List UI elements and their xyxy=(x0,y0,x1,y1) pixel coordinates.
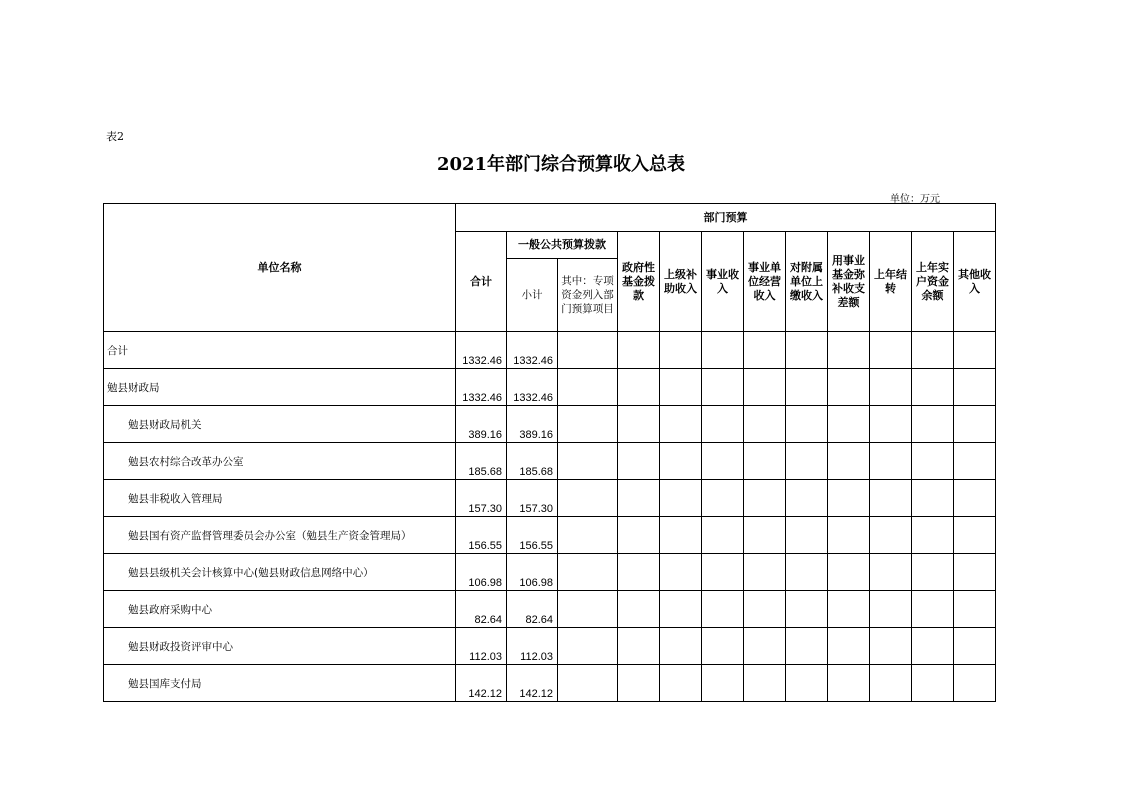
row-empty-cell xyxy=(660,332,702,369)
row-empty-cell xyxy=(618,628,660,665)
header-fund-compensation: 用事业基金弥补收支差额 xyxy=(828,232,870,332)
row-empty-cell xyxy=(660,665,702,702)
header-subtotal: 小计 xyxy=(507,259,558,332)
row-unit-name xyxy=(104,665,456,702)
row-empty-cell xyxy=(786,369,828,406)
row-total: 1332.46 xyxy=(456,332,507,369)
table-row xyxy=(104,628,996,665)
row-empty-cell xyxy=(618,554,660,591)
row-empty-cell xyxy=(954,332,996,369)
row-unit-name-text: 勉县非税收入管理局 xyxy=(128,493,223,505)
row-total: 1332.46 xyxy=(456,369,507,406)
row-empty-cell xyxy=(870,443,912,480)
row-empty-cell xyxy=(828,369,870,406)
row-empty-cell xyxy=(744,332,786,369)
row-unit-name-text: 合计 xyxy=(107,345,128,357)
row-unit-name-text: 勉县国有资产监督管理委员会办公室（勉县生产资金管理局） xyxy=(128,530,412,542)
row-unit-name xyxy=(104,517,456,554)
row-empty-cell xyxy=(702,369,744,406)
row-empty-cell xyxy=(558,480,618,517)
row-empty-cell xyxy=(660,517,702,554)
row-empty-cell xyxy=(660,554,702,591)
budget-income-table xyxy=(103,203,996,702)
header-total: 合计 xyxy=(456,232,507,332)
header-dept-budget: 部门预算 xyxy=(456,204,996,232)
row-empty-cell xyxy=(744,443,786,480)
row-empty-cell xyxy=(744,591,786,628)
table-row xyxy=(104,406,996,443)
row-empty-cell xyxy=(618,443,660,480)
row-empty-cell xyxy=(702,480,744,517)
row-empty-cell xyxy=(618,480,660,517)
row-empty-cell xyxy=(786,628,828,665)
row-subtotal: 157.30 xyxy=(507,480,558,517)
row-empty-cell xyxy=(828,443,870,480)
row-empty-cell xyxy=(786,332,828,369)
unit-label: 单位：万元 xyxy=(890,194,940,205)
header-special-project: 其中：专项资金列入部门预算项目 xyxy=(558,259,618,332)
table-row xyxy=(104,369,996,406)
row-empty-cell xyxy=(954,443,996,480)
row-unit-name xyxy=(104,628,456,665)
header-other-income: 其他收入 xyxy=(954,232,996,332)
row-empty-cell xyxy=(954,554,996,591)
row-empty-cell xyxy=(828,591,870,628)
row-empty-cell xyxy=(954,406,996,443)
row-empty-cell xyxy=(702,665,744,702)
row-subtotal: 1332.46 xyxy=(507,369,558,406)
row-unit-name xyxy=(104,332,456,369)
row-empty-cell xyxy=(912,443,954,480)
row-unit-name xyxy=(104,591,456,628)
row-empty-cell xyxy=(558,665,618,702)
row-empty-cell xyxy=(786,406,828,443)
row-empty-cell xyxy=(558,554,618,591)
row-empty-cell xyxy=(828,628,870,665)
table-number: 表2 xyxy=(106,130,124,143)
table-row xyxy=(104,665,996,702)
row-unit-name-text: 勉县财政局机关 xyxy=(128,419,202,431)
row-subtotal: 185.68 xyxy=(507,443,558,480)
row-empty-cell xyxy=(744,517,786,554)
row-unit-name xyxy=(104,443,456,480)
header-gov-fund: 政府性基金拨款 xyxy=(618,232,660,332)
row-unit-name-text: 勉县政府采购中心 xyxy=(128,604,212,616)
table-row xyxy=(104,480,996,517)
row-empty-cell xyxy=(744,554,786,591)
row-empty-cell xyxy=(828,665,870,702)
row-subtotal: 82.64 xyxy=(507,591,558,628)
row-empty-cell xyxy=(828,517,870,554)
table-row xyxy=(104,517,996,554)
row-empty-cell xyxy=(660,591,702,628)
row-empty-cell xyxy=(558,628,618,665)
row-empty-cell xyxy=(618,591,660,628)
row-empty-cell xyxy=(618,369,660,406)
row-empty-cell xyxy=(702,591,744,628)
header-prior-year-balance: 上年实户资金余额 xyxy=(912,232,954,332)
row-empty-cell xyxy=(912,406,954,443)
row-total: 389.16 xyxy=(456,406,507,443)
row-unit-name-text: 勉县国库支付局 xyxy=(128,678,202,690)
row-empty-cell xyxy=(870,517,912,554)
row-total: 157.30 xyxy=(456,480,507,517)
row-empty-cell xyxy=(702,406,744,443)
row-empty-cell xyxy=(744,369,786,406)
row-unit-name xyxy=(104,554,456,591)
row-empty-cell xyxy=(786,480,828,517)
header-prior-year-carryover: 上年结转 xyxy=(870,232,912,332)
row-empty-cell xyxy=(558,591,618,628)
row-total: 142.12 xyxy=(456,665,507,702)
row-empty-cell xyxy=(954,517,996,554)
row-total: 82.64 xyxy=(456,591,507,628)
row-unit-name xyxy=(104,480,456,517)
row-unit-name xyxy=(104,369,456,406)
header-affiliated-income: 对附属单位上缴收入 xyxy=(786,232,828,332)
row-empty-cell xyxy=(912,628,954,665)
row-empty-cell xyxy=(912,517,954,554)
row-empty-cell xyxy=(660,369,702,406)
row-empty-cell xyxy=(558,443,618,480)
row-unit-name-text: 勉县县级机关会计核算中心(勉县财政信息网络中心） xyxy=(128,567,374,579)
row-total: 156.55 xyxy=(456,517,507,554)
row-empty-cell xyxy=(702,443,744,480)
row-empty-cell xyxy=(744,665,786,702)
row-subtotal: 112.03 xyxy=(507,628,558,665)
row-empty-cell xyxy=(870,406,912,443)
row-empty-cell xyxy=(870,591,912,628)
row-empty-cell xyxy=(786,517,828,554)
row-empty-cell xyxy=(660,480,702,517)
header-business-income: 事业收入 xyxy=(702,232,744,332)
row-unit-name-text: 勉县财政投资评审中心 xyxy=(128,641,233,653)
row-subtotal: 156.55 xyxy=(507,517,558,554)
row-empty-cell xyxy=(660,628,702,665)
row-empty-cell xyxy=(558,406,618,443)
row-empty-cell xyxy=(828,480,870,517)
row-empty-cell xyxy=(828,332,870,369)
row-empty-cell xyxy=(870,665,912,702)
row-empty-cell xyxy=(558,332,618,369)
table-row xyxy=(104,591,996,628)
row-empty-cell xyxy=(912,480,954,517)
row-empty-cell xyxy=(702,332,744,369)
row-empty-cell xyxy=(786,554,828,591)
row-empty-cell xyxy=(558,369,618,406)
row-empty-cell xyxy=(912,332,954,369)
header-general-public-budget: 一般公共预算拨款 xyxy=(507,232,618,259)
row-unit-name-text: 勉县财政局 xyxy=(107,382,160,394)
table-row xyxy=(104,332,996,369)
row-empty-cell xyxy=(828,554,870,591)
row-empty-cell xyxy=(870,369,912,406)
row-empty-cell xyxy=(912,665,954,702)
row-total: 185.68 xyxy=(456,443,507,480)
row-empty-cell xyxy=(618,517,660,554)
row-empty-cell xyxy=(618,332,660,369)
table-row xyxy=(104,443,996,480)
row-empty-cell xyxy=(954,591,996,628)
row-empty-cell xyxy=(744,628,786,665)
row-subtotal: 142.12 xyxy=(507,665,558,702)
header-operating-income: 事业单位经营收入 xyxy=(744,232,786,332)
row-subtotal: 389.16 xyxy=(507,406,558,443)
page-title: 2021年部门综合预算收入总表 xyxy=(436,154,686,175)
row-unit-name xyxy=(104,406,456,443)
row-total: 112.03 xyxy=(456,628,507,665)
row-empty-cell xyxy=(786,591,828,628)
row-empty-cell xyxy=(912,369,954,406)
row-empty-cell xyxy=(660,406,702,443)
row-empty-cell xyxy=(702,517,744,554)
row-empty-cell xyxy=(744,406,786,443)
row-empty-cell xyxy=(702,628,744,665)
row-empty-cell xyxy=(558,517,618,554)
row-subtotal: 106.98 xyxy=(507,554,558,591)
row-empty-cell xyxy=(912,554,954,591)
row-empty-cell xyxy=(618,406,660,443)
row-subtotal: 1332.46 xyxy=(507,332,558,369)
row-empty-cell xyxy=(954,665,996,702)
header-superior-subsidy: 上级补助收入 xyxy=(660,232,702,332)
row-empty-cell xyxy=(912,591,954,628)
row-empty-cell xyxy=(954,480,996,517)
row-empty-cell xyxy=(870,628,912,665)
header-unit-name: 单位名称 xyxy=(104,204,456,332)
row-empty-cell xyxy=(870,480,912,517)
row-empty-cell xyxy=(702,554,744,591)
row-empty-cell xyxy=(618,665,660,702)
row-empty-cell xyxy=(660,443,702,480)
row-empty-cell xyxy=(786,665,828,702)
row-empty-cell xyxy=(870,332,912,369)
row-empty-cell xyxy=(744,480,786,517)
row-total: 106.98 xyxy=(456,554,507,591)
row-unit-name-text: 勉县农村综合改革办公室 xyxy=(128,456,244,468)
row-empty-cell xyxy=(954,628,996,665)
row-empty-cell xyxy=(870,554,912,591)
row-empty-cell xyxy=(954,369,996,406)
table-row xyxy=(104,554,996,591)
row-empty-cell xyxy=(786,443,828,480)
row-empty-cell xyxy=(828,406,870,443)
